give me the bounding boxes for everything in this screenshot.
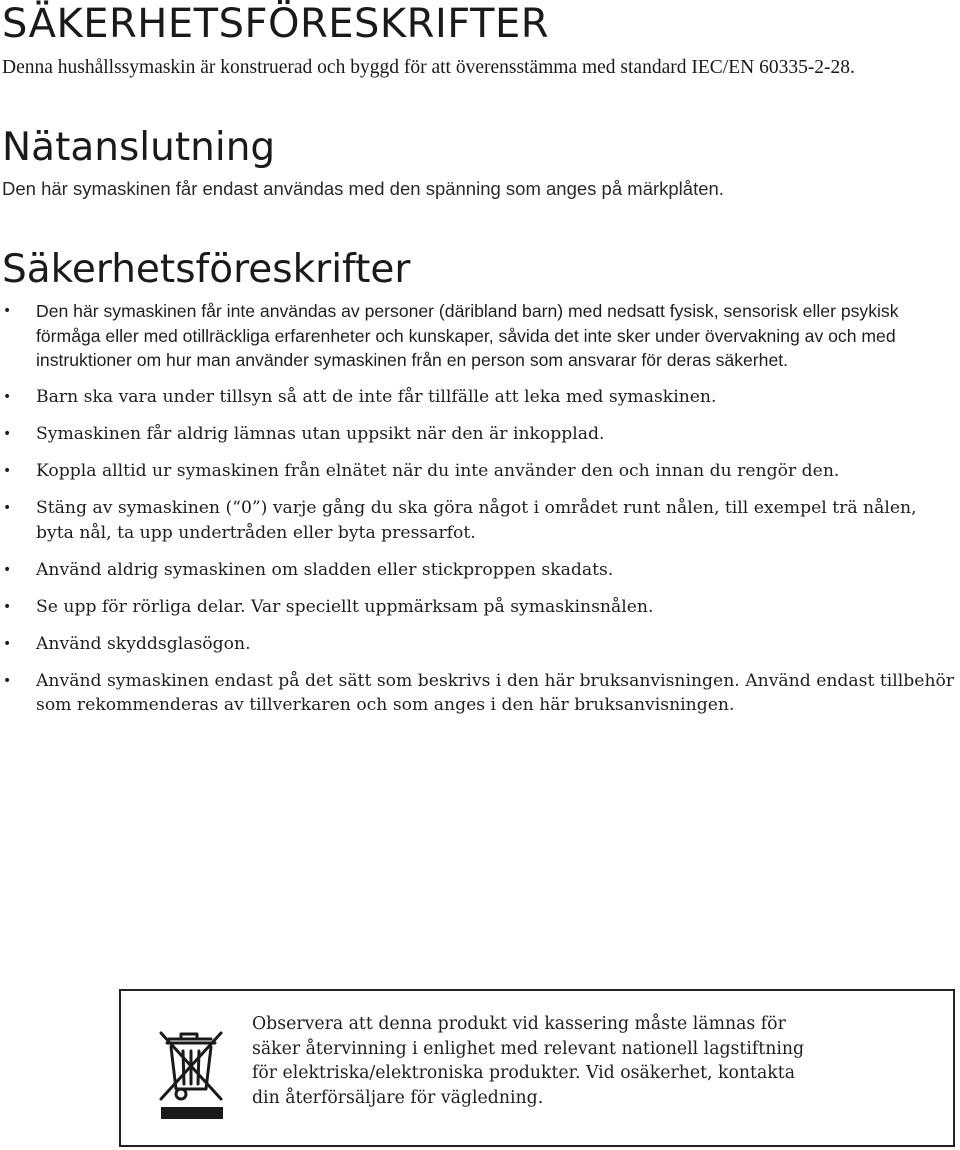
list-item <box>0 595 958 620</box>
list-item <box>0 669 958 718</box>
list-item-text: Använd symaskinen endast på det sätt som beskrivs i den här bruksanvisningen. Använd endast tillbehör som rekommenderas av tillverkaren och som anges i den här bruksanvisningen. <box>36 670 955 715</box>
list-item <box>0 459 958 484</box>
mains-heading: Nätanslutning <box>2 125 276 170</box>
list-item-text: Barn ska vara under tillsyn så att de inte får tillfälle att leka med symaskinen. <box>36 387 717 407</box>
bullet-icon: • <box>3 672 12 689</box>
bullet-icon: • <box>3 463 12 479</box>
recycling-notice-box <box>119 989 955 1147</box>
list-item-text: Använd aldrig symaskinen om sladden eller stickproppen skadats. <box>36 559 614 580</box>
list-item <box>0 558 958 583</box>
list-item <box>0 385 958 410</box>
list-item <box>0 632 958 657</box>
crossed-out-wheelie-bin-icon <box>147 1019 233 1125</box>
mains-text: Den här symaskinen får endast användas med den spänning som anges på märkplåten. <box>2 178 724 199</box>
bullet-icon: • <box>3 500 12 516</box>
bullet-icon: • <box>3 598 12 615</box>
page-title: SÄKERHETSFÖRESKRIFTER <box>2 1 550 47</box>
standard-statement: Denna hushållssymaskin är konstruerad och byggd för att överensstämma med standard IEC/EN 60335-2-28. <box>2 57 855 78</box>
list-item-text: Stäng av symaskinen (“0”) varje gång du ska göra något i området runt nålen, till exempel trä nålen, byta nål, ta upp undertråden eller byta pressarfot. <box>36 498 917 543</box>
safety-list <box>0 299 958 730</box>
bullet-icon: • <box>3 389 12 405</box>
list-item <box>0 422 958 447</box>
recycling-notice-text: Observera att denna produkt vid kassering måste lämnas för säker återvinning i enlighet med relevant nationell lagstiftning för elektriska/elektroniska produkter. Vid osäkerhet, kontakta din återförsäljare för vägledning. <box>252 1014 805 1108</box>
bullet-icon: • <box>3 561 12 578</box>
bullet-icon: • <box>3 426 12 442</box>
list-item <box>0 496 958 545</box>
bullet-icon: • <box>3 635 12 652</box>
list-item-text: Koppla alltid ur symaskinen från elnätet när du inte använder den och innan du rengör den. <box>36 461 840 481</box>
list-item-text: Symaskinen får aldrig lämnas utan uppsikt när den är inkopplad. <box>36 424 605 444</box>
bullet-icon: • <box>3 303 12 319</box>
safety-heading: Säkerhetsföreskrifter <box>2 247 411 292</box>
list-item-text: Använd skyddsglasögon. <box>36 633 251 654</box>
list-item <box>0 299 958 373</box>
list-item-text: Den här symaskinen får inte användas av personer (däribland barn) med nedsatt fysisk, sensorisk eller psykisk förmåga eller med otillräckliga erfarenheter och kunskaper, såvida det inte sker under övervakning av och med instruktioner om hur man använder symaskinen från en person som ansvarar för deras säkerhet. <box>36 301 899 370</box>
list-item-text: Se upp för rörliga delar. Var speciellt uppmärksam på symaskinsnålen. <box>36 596 654 617</box>
